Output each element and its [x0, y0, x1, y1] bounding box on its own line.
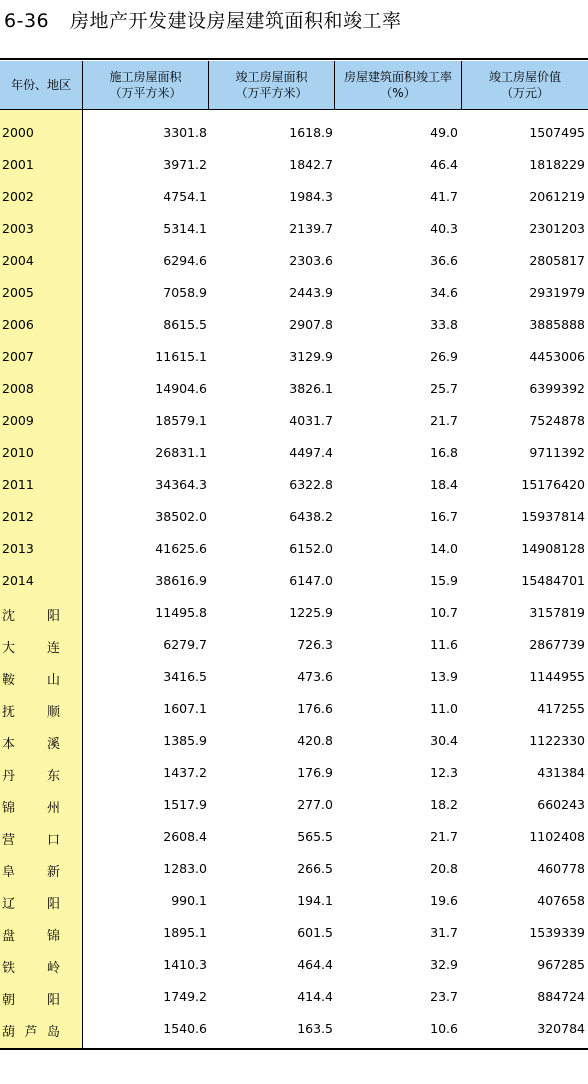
header-completion-rate-line1: 房屋建筑面积竣工率	[343, 70, 452, 84]
table-row	[0, 757, 588, 789]
header-region	[0, 61, 83, 109]
cell-under-construction: 18579.1	[155, 413, 207, 428]
table-row	[0, 565, 588, 597]
header-completed-area	[209, 61, 335, 109]
cell-completion-rate: 19.6	[430, 893, 458, 908]
row-label: 2005	[2, 285, 34, 300]
cell-under-construction: 41625.6	[155, 541, 207, 556]
table-row	[0, 341, 588, 373]
cell-completed-value: 431384	[537, 765, 585, 780]
cell-under-construction: 14904.6	[155, 381, 207, 396]
row-label: 本 溪	[2, 737, 60, 752]
cell-completed-area: 1618.9	[289, 125, 333, 140]
row-label: 阜 新	[2, 865, 60, 880]
cell-completed-area: 3129.9	[289, 349, 333, 364]
cell-completed-value: 14908128	[521, 541, 585, 556]
row-label: 2000	[2, 125, 34, 140]
table-row	[0, 789, 588, 821]
table-row	[0, 597, 588, 629]
cell-completed-area: 3826.1	[289, 381, 333, 396]
cell-completion-rate: 23.7	[430, 989, 458, 1004]
table-header	[0, 61, 588, 110]
cell-completion-rate: 15.9	[430, 573, 458, 588]
row-label: 2013	[2, 541, 34, 556]
header-completed-value-line2: （万元）	[500, 86, 549, 100]
cell-under-construction: 1410.3	[163, 957, 207, 972]
table-row	[0, 981, 588, 1013]
cell-completion-rate: 12.3	[430, 765, 458, 780]
cell-completed-area: 420.8	[297, 733, 333, 748]
cell-completed-value: 660243	[537, 797, 585, 812]
header-completed-area-line2: （万平方米）	[235, 86, 308, 100]
cell-completed-area: 473.6	[297, 669, 333, 684]
cell-under-construction: 3301.8	[163, 125, 207, 140]
cell-completed-value: 6399392	[529, 381, 585, 396]
cell-completed-value: 1144955	[529, 669, 585, 684]
cell-completed-value: 460778	[537, 861, 585, 876]
table-number: 6-36	[4, 10, 50, 32]
cell-completion-rate: 20.8	[430, 861, 458, 876]
cell-completed-value: 2805817	[529, 253, 585, 268]
cell-under-construction: 8615.5	[163, 317, 207, 332]
cell-completed-area: 2443.9	[289, 285, 333, 300]
table-row	[0, 1013, 588, 1045]
header-completed-value-line1: 竣工房屋价值	[488, 70, 561, 84]
table-row	[0, 693, 588, 725]
cell-completed-value: 417255	[537, 701, 585, 716]
table-row	[0, 821, 588, 853]
table-row	[0, 277, 588, 309]
row-label: 2014	[2, 573, 34, 588]
cell-under-construction: 1437.2	[163, 765, 207, 780]
cell-completed-area: 6152.0	[289, 541, 333, 556]
cell-completed-value: 15937814	[521, 509, 585, 524]
cell-under-construction: 6294.6	[163, 253, 207, 268]
cell-under-construction: 990.1	[171, 893, 207, 908]
cell-under-construction: 34364.3	[155, 477, 207, 492]
table-row	[0, 949, 588, 981]
cell-under-construction: 1283.0	[163, 861, 207, 876]
cell-under-construction: 38502.0	[155, 509, 207, 524]
cell-under-construction: 1385.9	[163, 733, 207, 748]
table-row	[0, 853, 588, 885]
cell-completed-area: 194.1	[297, 893, 333, 908]
table-row	[0, 661, 588, 693]
table-title-text: 房地产开发建设房屋建筑面积和竣工率	[70, 10, 402, 32]
cell-completed-area: 176.9	[297, 765, 333, 780]
cell-completion-rate: 16.7	[430, 509, 458, 524]
table-row	[0, 437, 588, 469]
cell-under-construction: 4754.1	[163, 189, 207, 204]
row-label: 2011	[2, 477, 34, 492]
cell-completed-value: 1507495	[529, 125, 585, 140]
cell-under-construction: 1540.6	[163, 1021, 207, 1036]
header-completion-rate-line2: （%）	[380, 86, 416, 100]
cell-completed-area: 464.4	[297, 957, 333, 972]
cell-completion-rate: 33.8	[430, 317, 458, 332]
cell-completion-rate: 41.7	[430, 189, 458, 204]
cell-completed-area: 1842.7	[289, 157, 333, 172]
cell-completed-area: 4497.4	[289, 445, 333, 460]
table-row	[0, 405, 588, 437]
cell-completed-value: 1818229	[529, 157, 585, 172]
top-rule	[0, 58, 588, 60]
row-label: 丹 东	[2, 769, 60, 784]
cell-completed-value: 2061219	[529, 189, 585, 204]
row-label: 朝 阳	[2, 993, 60, 1008]
cell-completed-value: 407658	[537, 893, 585, 908]
table-row	[0, 917, 588, 949]
cell-under-construction: 11495.8	[155, 605, 207, 620]
cell-completed-value: 1102408	[529, 829, 585, 844]
cell-completed-value: 2301203	[529, 221, 585, 236]
cell-completed-area: 6322.8	[289, 477, 333, 492]
table-row	[0, 149, 588, 181]
cell-completed-value: 884724	[537, 989, 585, 1004]
cell-completed-value: 7524878	[529, 413, 585, 428]
cell-completed-value: 4453006	[529, 349, 585, 364]
cell-completed-value: 3885888	[529, 317, 585, 332]
cell-completed-value: 9711392	[529, 445, 585, 460]
row-label: 抚 顺	[2, 705, 60, 720]
table-title	[4, 6, 402, 33]
cell-completed-area: 176.6	[297, 701, 333, 716]
cell-completion-rate: 36.6	[430, 253, 458, 268]
table-row	[0, 373, 588, 405]
cell-completed-area: 2303.6	[289, 253, 333, 268]
cell-completed-area: 163.5	[297, 1021, 333, 1036]
cell-under-construction: 1517.9	[163, 797, 207, 812]
bottom-rule	[0, 1048, 588, 1050]
cell-under-construction: 3971.2	[163, 157, 207, 172]
cell-completion-rate: 11.0	[430, 701, 458, 716]
cell-completed-area: 726.3	[297, 637, 333, 652]
cell-completion-rate: 10.6	[430, 1021, 458, 1036]
header-region-label: 年份、地区	[10, 78, 71, 92]
cell-completed-area: 1225.9	[289, 605, 333, 620]
cell-completion-rate: 10.7	[430, 605, 458, 620]
cell-completion-rate: 32.9	[430, 957, 458, 972]
cell-under-construction: 1749.2	[163, 989, 207, 1004]
cell-completed-area: 4031.7	[289, 413, 333, 428]
cell-completion-rate: 16.8	[430, 445, 458, 460]
cell-completion-rate: 30.4	[430, 733, 458, 748]
row-label: 2006	[2, 317, 34, 332]
cell-completion-rate: 21.7	[430, 413, 458, 428]
row-label: 营 口	[2, 833, 60, 848]
row-label: 鞍 山	[2, 673, 60, 688]
cell-completion-rate: 26.9	[430, 349, 458, 364]
cell-completed-value: 320784	[537, 1021, 585, 1036]
cell-completion-rate: 34.6	[430, 285, 458, 300]
cell-completion-rate: 14.0	[430, 541, 458, 556]
row-label: 沈 阳	[2, 609, 60, 624]
header-completed-area-line1: 竣工房屋面积	[235, 70, 308, 84]
row-label: 2012	[2, 509, 34, 524]
table-row	[0, 117, 588, 149]
row-label: 盘 锦	[2, 929, 60, 944]
header-completed-value	[462, 61, 588, 109]
row-label: 2009	[2, 413, 34, 428]
cell-completion-rate: 46.4	[430, 157, 458, 172]
cell-completed-value: 967285	[537, 957, 585, 972]
cell-under-construction: 26831.1	[155, 445, 207, 460]
cell-completion-rate: 40.3	[430, 221, 458, 236]
row-label: 葫 芦 岛	[2, 1025, 60, 1040]
table-row	[0, 469, 588, 501]
cell-under-construction: 6279.7	[163, 637, 207, 652]
header-under-construction-line2: （万平方米）	[109, 86, 182, 100]
cell-completion-rate: 18.4	[430, 477, 458, 492]
cell-completed-area: 601.5	[297, 925, 333, 940]
table-row	[0, 181, 588, 213]
row-label: 锦 州	[2, 801, 60, 816]
row-label: 辽 阳	[2, 897, 60, 912]
cell-completion-rate: 13.9	[430, 669, 458, 684]
table-body	[0, 117, 588, 1045]
row-label: 大 连	[2, 641, 60, 656]
cell-completed-value: 3157819	[529, 605, 585, 620]
row-label: 2001	[2, 157, 34, 172]
cell-completion-rate: 18.2	[430, 797, 458, 812]
row-label: 2004	[2, 253, 34, 268]
cell-completion-rate: 11.6	[430, 637, 458, 652]
cell-under-construction: 1607.1	[163, 701, 207, 716]
table-row	[0, 725, 588, 757]
row-label: 2002	[2, 189, 34, 204]
cell-completed-area: 277.0	[297, 797, 333, 812]
cell-completed-value: 15484701	[521, 573, 585, 588]
cell-under-construction: 7058.9	[163, 285, 207, 300]
cell-completed-value: 1122330	[529, 733, 585, 748]
row-label: 2003	[2, 221, 34, 236]
cell-completed-area: 266.5	[297, 861, 333, 876]
cell-completed-value: 1539339	[529, 925, 585, 940]
table-row	[0, 245, 588, 277]
table-row	[0, 629, 588, 661]
cell-under-construction: 2608.4	[163, 829, 207, 844]
cell-completed-area: 2139.7	[289, 221, 333, 236]
row-label: 2008	[2, 381, 34, 396]
table-row	[0, 309, 588, 341]
cell-completed-area: 6147.0	[289, 573, 333, 588]
row-label: 铁 岭	[2, 961, 60, 976]
cell-completed-area: 565.5	[297, 829, 333, 844]
header-under-construction-line1: 施工房屋面积	[109, 70, 182, 84]
cell-under-construction: 38616.9	[155, 573, 207, 588]
cell-completed-area: 6438.2	[289, 509, 333, 524]
cell-under-construction: 1895.1	[163, 925, 207, 940]
header-under-construction	[83, 61, 209, 109]
cell-under-construction: 3416.5	[163, 669, 207, 684]
header-completion-rate	[335, 61, 462, 109]
cell-under-construction: 5314.1	[163, 221, 207, 236]
row-label: 2010	[2, 445, 34, 460]
cell-completion-rate: 25.7	[430, 381, 458, 396]
table-row	[0, 501, 588, 533]
table-row	[0, 213, 588, 245]
cell-completion-rate: 31.7	[430, 925, 458, 940]
cell-completed-area: 2907.8	[289, 317, 333, 332]
row-label: 2007	[2, 349, 34, 364]
cell-completed-area: 414.4	[297, 989, 333, 1004]
cell-completed-value: 2867739	[529, 637, 585, 652]
table-row	[0, 533, 588, 565]
cell-completion-rate: 21.7	[430, 829, 458, 844]
cell-completed-value: 2931979	[529, 285, 585, 300]
cell-completion-rate: 49.0	[430, 125, 458, 140]
cell-completed-value: 15176420	[521, 477, 585, 492]
cell-completed-area: 1984.3	[289, 189, 333, 204]
cell-under-construction: 11615.1	[155, 349, 207, 364]
table-row	[0, 885, 588, 917]
